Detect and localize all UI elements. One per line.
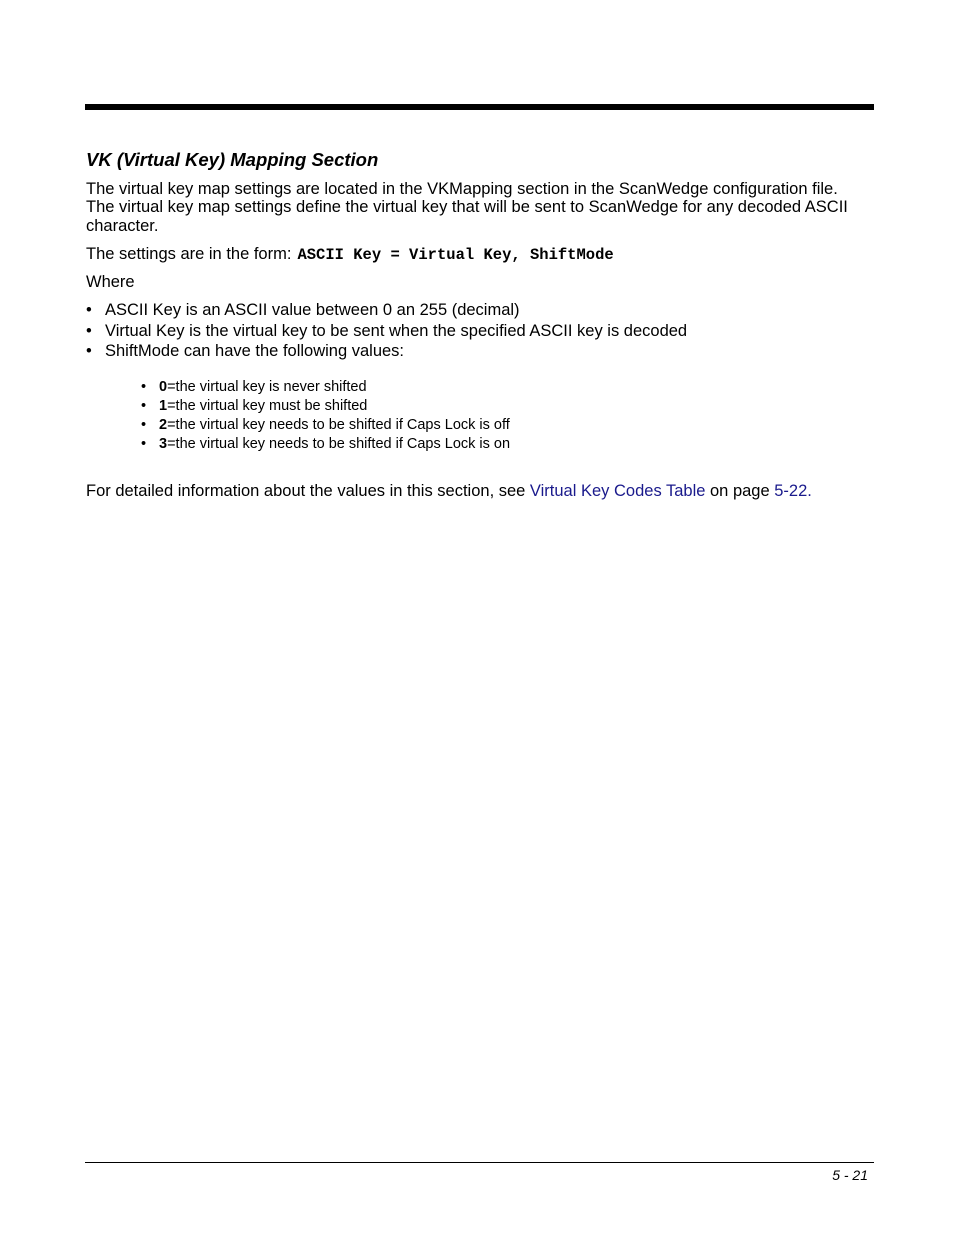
list-item: [86, 341, 687, 362]
shift-mode-value: 3: [159, 436, 168, 452]
bullet-icon: •: [86, 342, 92, 360]
shift-mode-desc: =the virtual key needs to be shifted if Caps Lock is off: [167, 417, 510, 433]
bullet-icon: •: [86, 301, 92, 319]
list-item: [141, 398, 510, 417]
list-item: [141, 436, 510, 455]
bottom-rule: [85, 1162, 874, 1163]
bullet-icon: •: [141, 379, 147, 395]
intro-line-2: The virtual key map settings define the virtual key that will be sent to ScanWedge for any decoded ASCII: [86, 198, 848, 216]
settings-form-label: The settings are in the form:: [86, 245, 292, 263]
settings-form-line: [86, 245, 614, 265]
virtual-key-codes-table-link[interactable]: Virtual Key Codes Table: [529, 482, 706, 500]
bullet-icon: •: [141, 436, 147, 452]
intro-line-1: The virtual key map settings are located in the VKMapping section in the ScanWedge configuration file.: [86, 180, 838, 198]
list-item: [86, 300, 687, 321]
shift-mode-desc: =the virtual key is never shifted: [167, 379, 367, 395]
list-item: [86, 321, 687, 342]
settings-form-code: ASCII Key = Virtual Key, ShiftMode: [297, 246, 614, 264]
shift-mode-value: 2: [159, 417, 168, 433]
list-item-text: Virtual Key is the virtual key to be sent when the specified ASCII key is decoded: [105, 321, 688, 340]
list-item: [141, 379, 510, 398]
detail-prefix: For detailed information about the values in this section, see: [86, 482, 530, 500]
shift-mode-value: 1: [159, 398, 168, 414]
page-5-22-link[interactable]: 5-22.: [774, 482, 812, 500]
bullet-icon: •: [141, 417, 147, 433]
intro-line-3: character.: [86, 217, 159, 235]
shift-mode-desc: =the virtual key must be shifted: [167, 398, 368, 414]
top-rule: [85, 104, 874, 110]
where-label: Where: [86, 273, 135, 291]
shift-mode-desc: =the virtual key needs to be shifted if Caps Lock is on: [167, 436, 511, 452]
list-item-text: ASCII Key is an ASCII value between 0 an 255 (decimal): [105, 301, 520, 319]
shift-mode-list: [141, 379, 510, 455]
section-title: VK (Virtual Key) Mapping Section: [86, 149, 379, 170]
list-item: [141, 417, 510, 436]
shift-mode-value: 0: [159, 379, 168, 395]
list-item-text: ShiftMode can have the following values:: [105, 342, 405, 360]
parameter-list: [86, 300, 687, 362]
bullet-icon: •: [141, 398, 147, 414]
detail-middle: on page: [705, 482, 775, 500]
bullet-icon: •: [86, 321, 92, 340]
detail-reference-line: [86, 482, 812, 501]
page-number: 5 - 21: [832, 1167, 868, 1183]
